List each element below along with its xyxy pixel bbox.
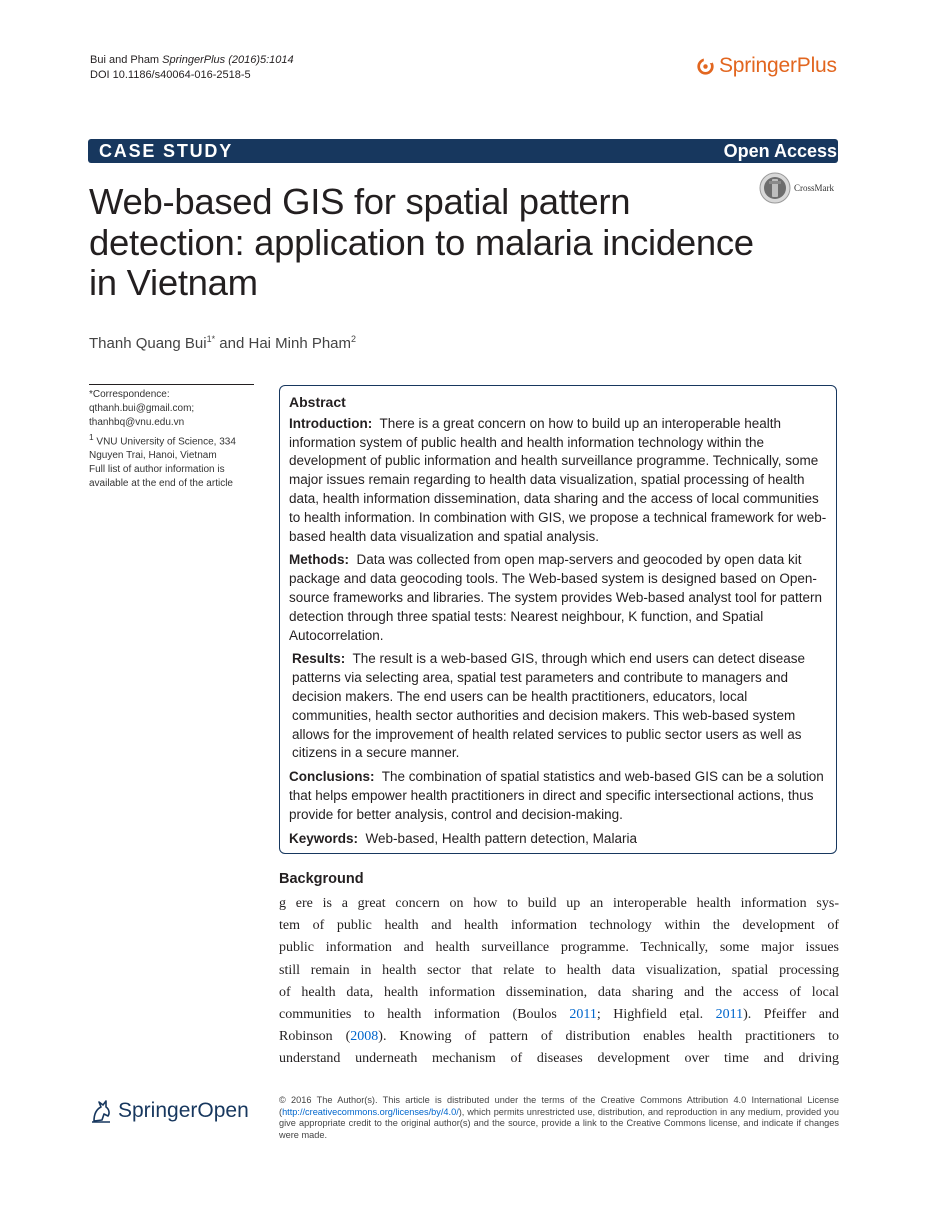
author-info-note: Full list of author information is available at the end of the article [89,464,233,490]
body-line: of health data, health information dissemination, data sharing and the access of local [279,984,839,1000]
springer-plus-swirl-icon [697,58,714,75]
abstract-heading: Abstract [289,394,346,410]
abstract-content [289,393,829,848]
affiliation-text: VNU University of Science, 334 Nguyen Trai, Hanoi, Vietnam [89,436,236,462]
section-label: Introduction: [289,415,373,431]
citation-link[interactable]: 2011 [569,1007,597,1023]
body-text-fragment: Robinson ( [279,1029,351,1045]
springer-horse-icon [88,1098,114,1124]
crossmark-badge[interactable] [759,172,834,204]
section-label: Methods: [289,552,349,568]
crossmark-label: CrossMark [794,183,834,193]
author-affiliation-marker: 2 [351,334,357,344]
author-affiliation-marker: 1* [206,334,216,344]
section-text: The result is a web-based GIS, through which end users can detect disease patterns via selecting area, spatial test parameters and contribute to managers and decision makers. The end users can be health practitioners, educators, local communities, health sector authorities and decision makers. This web-based system allows for the improvement of health related services to public sector users as well as citizens in a secure manner. [292,651,806,761]
license-text: ), which permits unrestricted use, distribution, and reproduction in any medium, provided you give appropriate credit to the original author(s) and the source, provide a link to the Creative Commons license, and indicate if changes were made. [279,1106,839,1140]
body-text-fragment: communities to health information (Boulos [279,1007,570,1023]
license-link[interactable]: http://creativecommons.org/licenses/by/4.0/ [282,1106,459,1117]
section-label: Conclusions: [289,769,375,785]
license-notice [279,1095,839,1141]
affiliation-note [89,430,259,463]
section-label: Keywords: [289,830,359,846]
abstract-introduction [289,415,829,547]
citation-link[interactable]: 2008 [350,1029,379,1045]
header-authors: Bui and Pham [90,54,160,66]
section-text: There is a great concern on how to build up an interoperable health information system of public health and health information technology within the development of public information and health surveillance programme. Technically, some major issues remain regarding to health data visualization, spatial processing of health data, health information dissemination, data sharing and the access of local communities to health information. In combination with GIS, we propose a technical framework for web-based health data visualization and spatial analysis. [289,415,827,544]
body-line [279,1026,839,1048]
doi[interactable]: DOI 10.1186/s40064-016-2518-5 [90,69,251,81]
abstract-keywords [289,830,829,849]
body-line [279,1004,839,1026]
section-text: Data was collected from open map-servers and geocoded by open data kit package and data geocoding tools. The Web-based system is designed based on Open-source frameworks and libraries. The system provides Web-based analyst tool for pattern detection through three spatial tests: Nearest neighbour, K function, and Spatial Autocorrelation. [289,552,822,643]
author-name[interactable]: Thanh Quang Bui [89,335,207,352]
springeropen-logo-text: SpringerOpen [118,1099,249,1122]
license-text: © 2016 The Author(s). This article is distributed under the terms of the Creative Commons Attribution 4.0 International License ( [279,1095,839,1117]
springeropen-logo[interactable] [88,1098,249,1124]
background-body [279,893,839,1071]
body-line: g ere is a great concern on how to build up an interoperable health information sys- [279,896,839,911]
side-divider [89,384,254,385]
abstract-conclusions [289,768,829,824]
abstract-methods [289,551,829,645]
author-joiner: and [215,335,249,352]
springerplus-logo-text: SpringerPlus [719,54,837,77]
article-type-label: CASE STUDY [99,141,234,161]
author-name[interactable]: Hai Minh Pham [248,335,352,352]
author-notes [89,388,259,491]
abstract-results [289,650,829,763]
body-line: tem of public health and health information technology within the development of [279,918,839,934]
body-text-fragment: ; Highfield eṭal. [596,1007,716,1023]
affiliation-marker: 1 [89,432,94,442]
background-heading: Background [279,871,364,887]
citation-link[interactable]: 2011 [715,1007,744,1023]
author-list [89,329,356,354]
section-text: The combination of spatial statistics and web-based GIS can be a solution that helps empower health practitioners in direct and specific intersectional actions, thus provide for better analysis, control and decision-making. [289,769,824,822]
section-label: Results: [292,651,346,667]
section-text: Web-based, Health pattern detection, Malaria [365,830,637,846]
journal-citation: SpringerPlus (2016)5:1014 [162,54,294,66]
body-line: understand underneath mechanism of diseases development over time and driving [279,1051,839,1067]
springerplus-logo[interactable] [697,54,837,78]
body-text-fragment: ). Knowing of pattern of distribution enables health practitioners to [378,1029,839,1045]
body-line: public information and health surveillance programme. Technically, some major issues [279,940,839,956]
correspondence-note: *Correspondence: qthanh.bui@gmail.com; thanhbq@vnu.edu.vn [89,389,195,428]
body-text-fragment: ). Pfeiffer and [743,1007,839,1023]
article-title: Web-based GIS for spatial pattern detection: application to malaria incidence in Vietnam [89,181,754,303]
body-line: still remain in health sector that relate to health data visualization, spatial processing [279,962,839,978]
header-citation [90,53,294,67]
open-access-label[interactable]: Open Access [723,141,837,161]
